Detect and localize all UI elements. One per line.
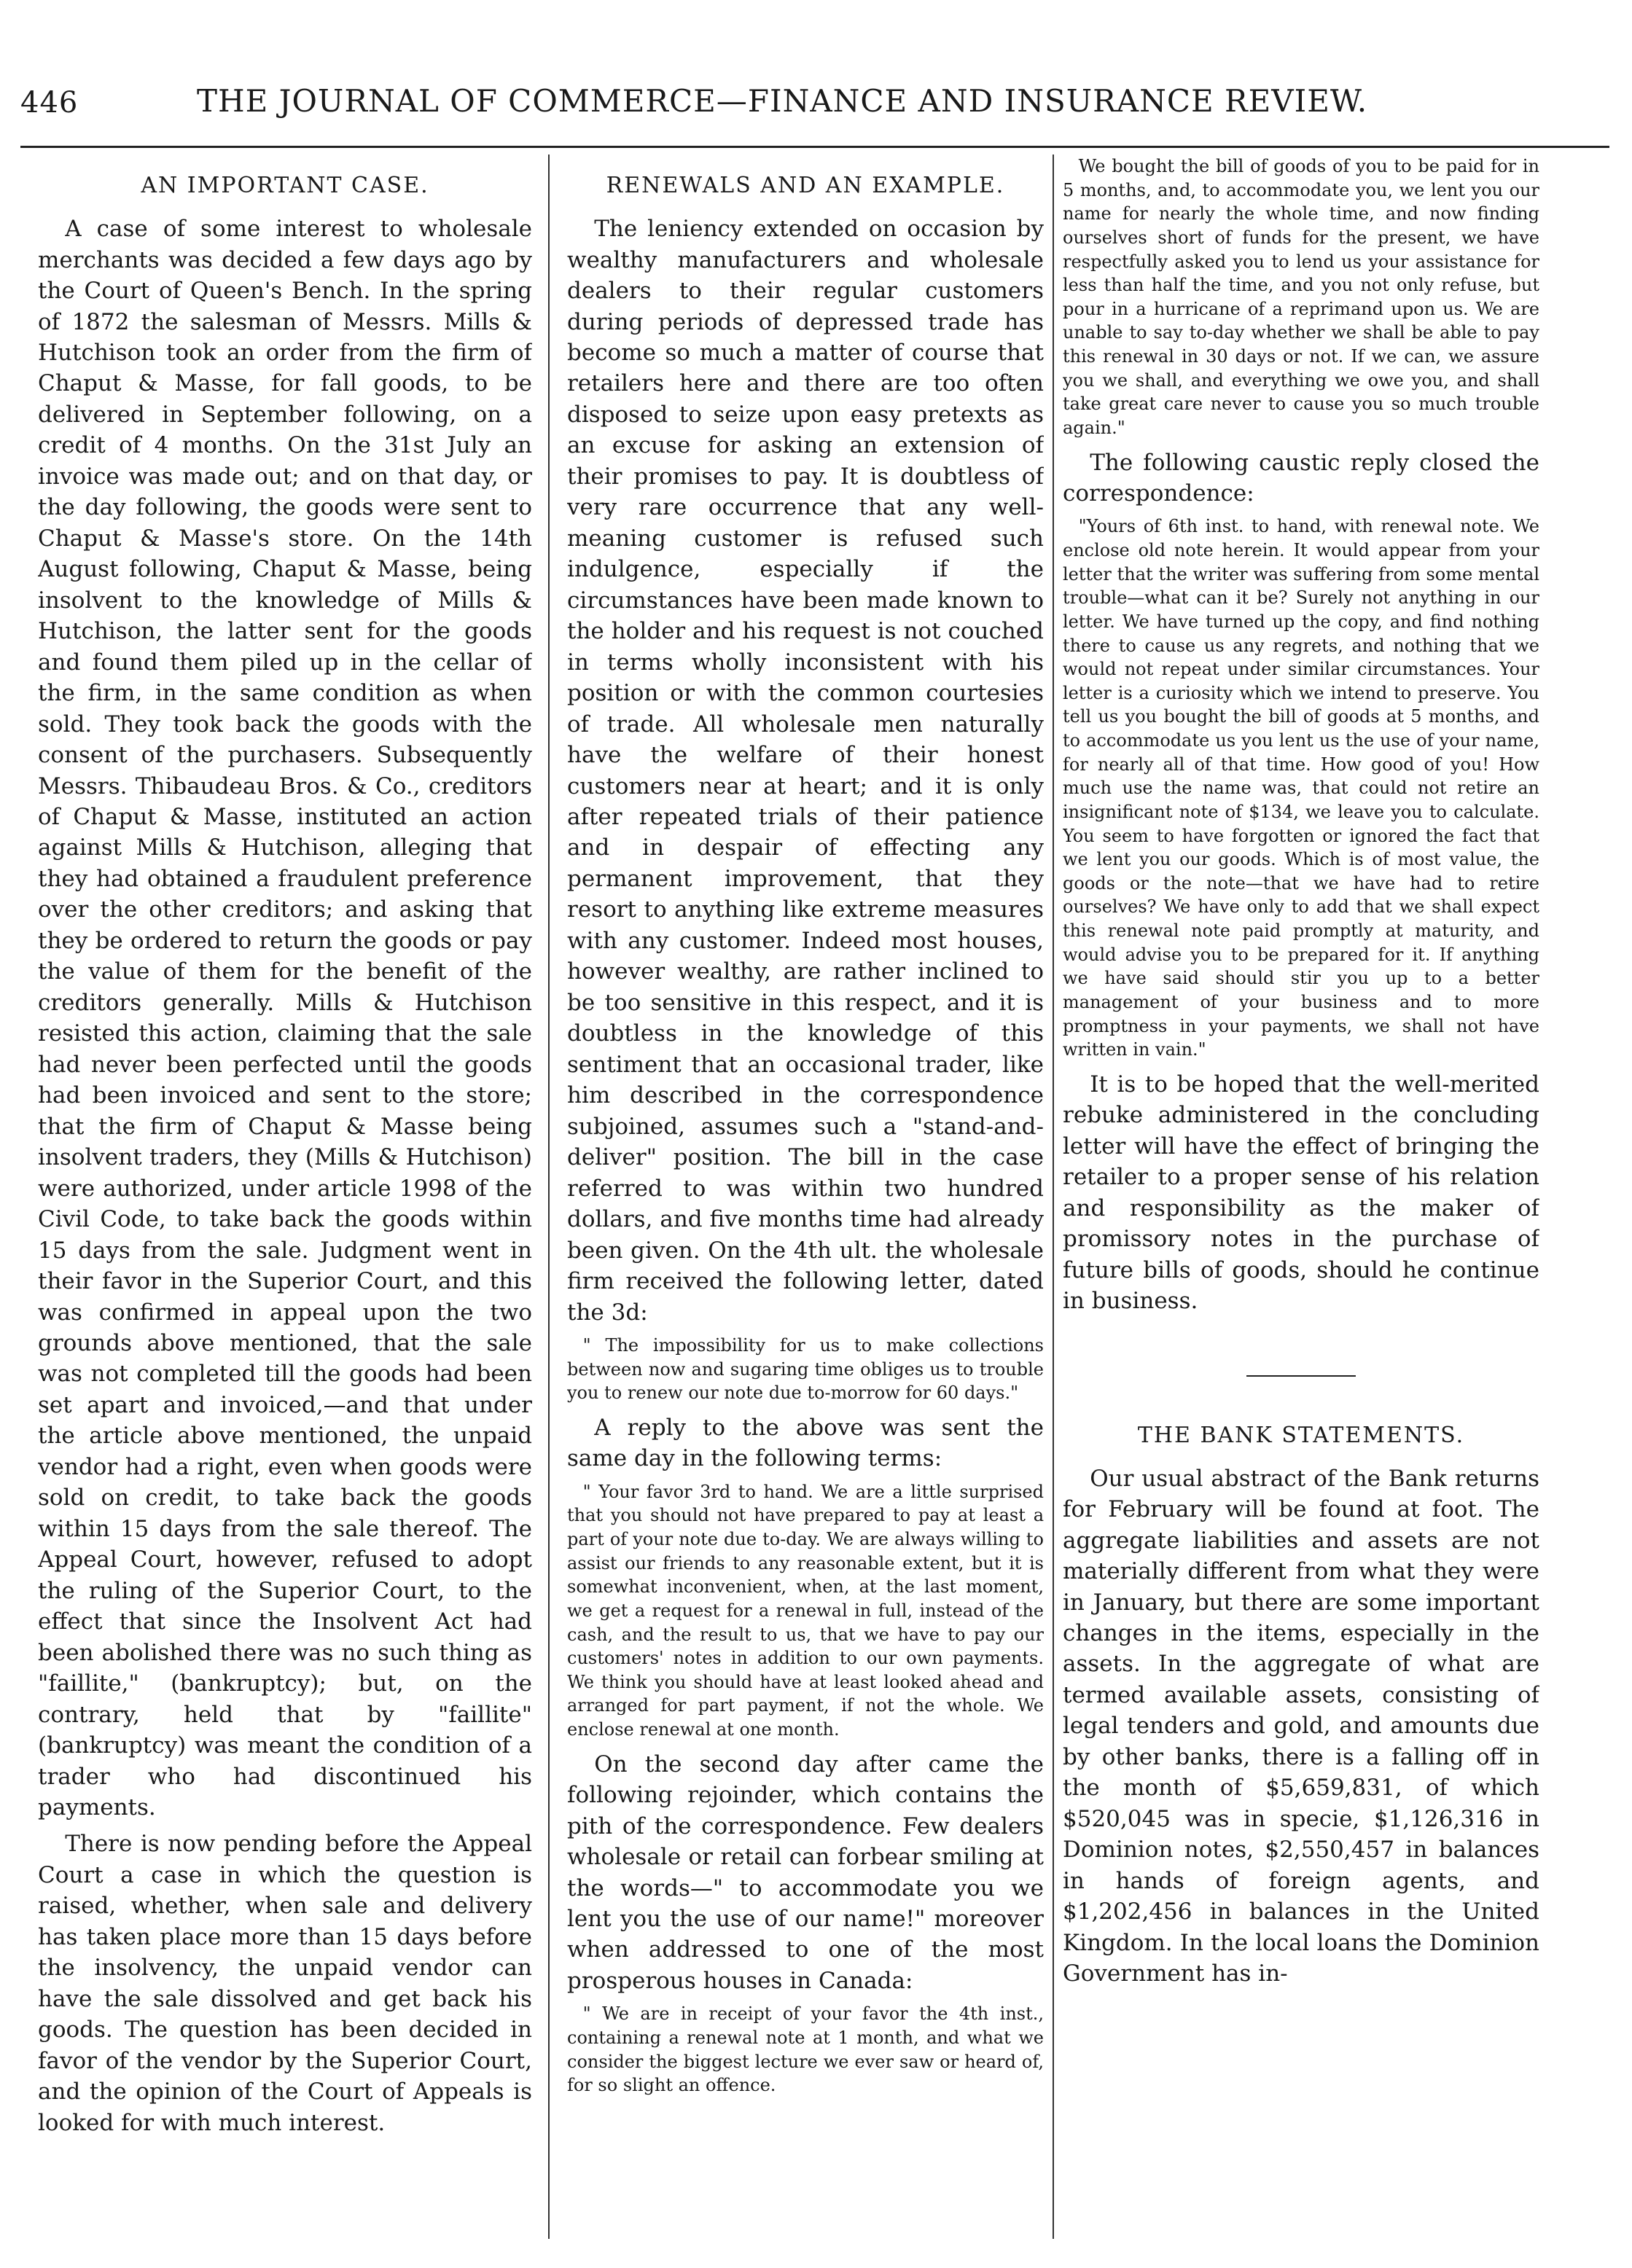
letter-text: " The impossibility for us to make collections between now and sugaring time obliges us to trouble you to renew our note due to-morrow for 60 days." (567, 1334, 1044, 1404)
column-3 (1063, 155, 1539, 2232)
header-rule (20, 146, 1609, 148)
column-2 (567, 155, 1044, 2232)
article-paragraph: Our usual abstract of the Bank returns for February will be found at foot. The aggregate liabilities and assets are not materially different from what they were in January, but there are some important changes in the items, especially in the assets. In the aggregate of what are termed available assets, consisting of legal tenders and gold, and amounts due by other banks, there is a falling off in the month of $5,659,831, of which $520,045 was in specie, $1,126,316 in Dominion notes, $2,550,457 in balances in hands of foreign agents, and $1,202,456 in balances in the United Kingdom. In the local loans the Dominion Government has in- (1063, 1465, 1539, 1987)
article-renewals-title: RENEWALS AND AN EXAMPLE. (606, 173, 1005, 198)
quoted-letter (1063, 515, 1539, 1061)
page-number: 446 (20, 86, 79, 120)
column-rule-2 (1053, 155, 1054, 2239)
article-paragraph: A reply to the above was sent the same day in the following terms: (567, 1414, 1044, 1472)
article-bank-statements-title: THE BANK STATEMENTS. (1137, 1422, 1465, 1448)
article-paragraph: A case of some interest to wholesale merchants was decided a few days ago by the Court of Queen's Bench. In the spring of 1872 the salesman of Messrs. Mills & Hutchison took an order from the firm of Chaput & Masse, for fall goods, to be delivered in September following, on a credit of 4 months. On the 31st July an invoice was made out; and on that day, or the day following, the goods were sent to Chaput & Masse's store. On the 14th August following, Chaput & Masse, being insolvent to the knowledge of Mills & Hutchison, the latter sent for the goods and found them piled up in the cellar of the firm, in the same condition as when sold. They took back the goods with the consent of the purchasers. Subsequently Messrs. Thibaudeau Bros. & Co., creditors of Chaput & Masse, instituted an action against Mills & Hutchison, alleging that they had obtained a fraudulent preference over the other creditors; and asking that they be ordered to return the goods or pay the value of them for the benefit of the creditors generally. Mills & Hutchison resisted this action, claiming that the sale had never been perfected until the goods had been invoiced and sent to the store; that the firm of Chaput & Masse being insolvent traders, they (Mills & Hutchison) were authorized, under article 1998 of the Civil Code, to take back the goods within 15 days from the sale. Judgment went in their favor in the Superior Court, and this was confirmed in appeal upon the two grounds above mentioned, that the sale was not completed till the goods had been set apart and invoiced,—and that under the article above mentioned, the unpaid vendor had a right, even when goods were sold on credit, to take back the goods within 15 days from the sale thereof. The Appeal Court, however, refused to adopt the ruling of the Superior Court, to the effect that since the Insolvent Act had been abolished there was no such thing as "faillite," (bankruptcy); but, on the contrary, held that by "faillite" (bankruptcy) was meant the condition of a trader who had discontinued his payments. (38, 216, 532, 1821)
quoted-letter-continued (1063, 155, 1539, 440)
article-important-case-title: AN IMPORTANT CASE. (141, 173, 429, 198)
letter-text: We bought the bill of goods of you to be paid for in 5 months, and, to accommodate you, we lent you our name for nearly the whole time, and now finding ourselves short of funds for the present, we have respectfully asked you to lend us your assistance for less than half the time, and you not only refuse, but pour in a hurricane of a reprimand upon us. We are unable to say to-day whether we shall be able to pay this renewal in 30 days or not. If we can, we assure you we shall, and everything we owe you, and shall take great care never to cause you so much trouble again." (1063, 156, 1539, 438)
article-paragraph: It is to be hoped that the well-merited rebuke administered in the concluding letter will have the effect of bringing the retailer to a proper sense of his relation and responsibility as the maker of promissory notes in the purchase of future bills of goods, should he continue in business. (1063, 1071, 1539, 1315)
column-1 (38, 155, 532, 2232)
quoted-letter (567, 1334, 1044, 1405)
article-paragraph: The following caustic reply closed the correspondence: (1063, 449, 1539, 507)
column-rule-1 (548, 155, 550, 2239)
quoted-letter (567, 1480, 1044, 1742)
letter-text: " Your favor 3rd to hand. We are a little surprised that you should not have prepared to pay at least a part of your note due to-day. We are always willing to assist our friends to any reasonable extent, but it is somewhat inconvenient, when, at the last moment, we get a request for a renewal in full, instead of the cash, and the result to us, that we have to pay our customers' notes in addition to our own payments. We think you should have at least looked ahead and arranged for part payment, if not the whole. We enclose renewal at one month. (567, 1481, 1044, 1740)
article-paragraph: The leniency extended on occasion by wealthy manufacturers and wholesale dealers to their regular customers during periods of depressed trade has become so much a matter of course that retailers here and there are too often disposed to seize upon easy pretexts as an excuse for asking an extension of their promises to pay. It is doubtless of very rare occurrence that any well-meaning customer is refused such indulgence, especially if the circumstances have been made known to the holder and his request is not couched in terms wholly inconsistent with his position or with the common courtesies of trade. All wholesale men naturally have the welfare of their honest customers near at heart; and it is only after repeated trials of their patience and in despair of effecting any permanent improvement, that they resort to anything like extreme measures with any customer. Indeed most houses, however wealthy, are rather inclined to be too sensitive in this respect, and it is doubtless in the knowledge of this sentiment that an occasional trader, like him described in the correspondence subjoined, assumes such a "stand-and-deliver" position. The bill in the case referred to was within two hundred dollars, and five months time had already been given. On the 4th ult. the wholesale firm received the following letter, dated the 3d: (567, 216, 1044, 1326)
article-paragraph: There is now pending before the Appeal Court a case in which the question is raised, whether, when sale and delivery has taken place more than 15 days before the insolvency, the unpaid vendor can have the sale dissolved and get back his goods. The question has been decided in favor of the vendor by the Superior Court, and the opinion of the Court of Appeals is looked for with much interest. (38, 1831, 532, 2136)
section-divider (1246, 1375, 1356, 1377)
letter-text: "Yours of 6th inst. to hand, with renewal note. We enclose old note herein. It would appear from your letter that the writer was suffering from some mental trouble—what can it be? Surely not anything in our letter. We have turned up the copy, and find nothing there to cause us any regrets, and nothing that we would not repeat under similar circumstances. Your letter is a curiosity which we intend to preserve. You tell us you bought the bill of goods at 5 months, and to accommodate us you lent us the use of your name, for nearly all of that time. How good of you! How much use the name was, that could not retire an insignificant note of $134, we leave you to calculate. You seem to have forgotten or ignored the fact that we lent you our goods. Which is of most value, the goods or the note—that we have had to retire ourselves? We have only to add that we shall expect this renewal note paid promptly at maturity, and would advise you to be prepared for it. If anything we have said should stir you up to a better management of your business and to more promptness in your payments, we shall not have written in vain." (1063, 516, 1539, 1060)
running-head-title: THE JOURNAL OF COMMERCE—FINANCE AND INSURANCE REVIEW. (197, 83, 1368, 119)
article-paragraph: On the second day after came the following rejoinder, which contains the pith of the correspondence. Few dealers wholesale or retail can forbear smiling at the words—" to accommodate you we lent you the use of our name!" moreover when addressed to one of the most prosperous houses in Canada: (567, 1751, 1044, 1994)
letter-text: " We are in receipt of your favor the 4th inst., containing a renewal note at 1 month, and what we consider the biggest lecture we ever saw or heard of, for so slight an offence. (567, 2003, 1044, 2096)
quoted-letter (567, 2002, 1044, 2097)
